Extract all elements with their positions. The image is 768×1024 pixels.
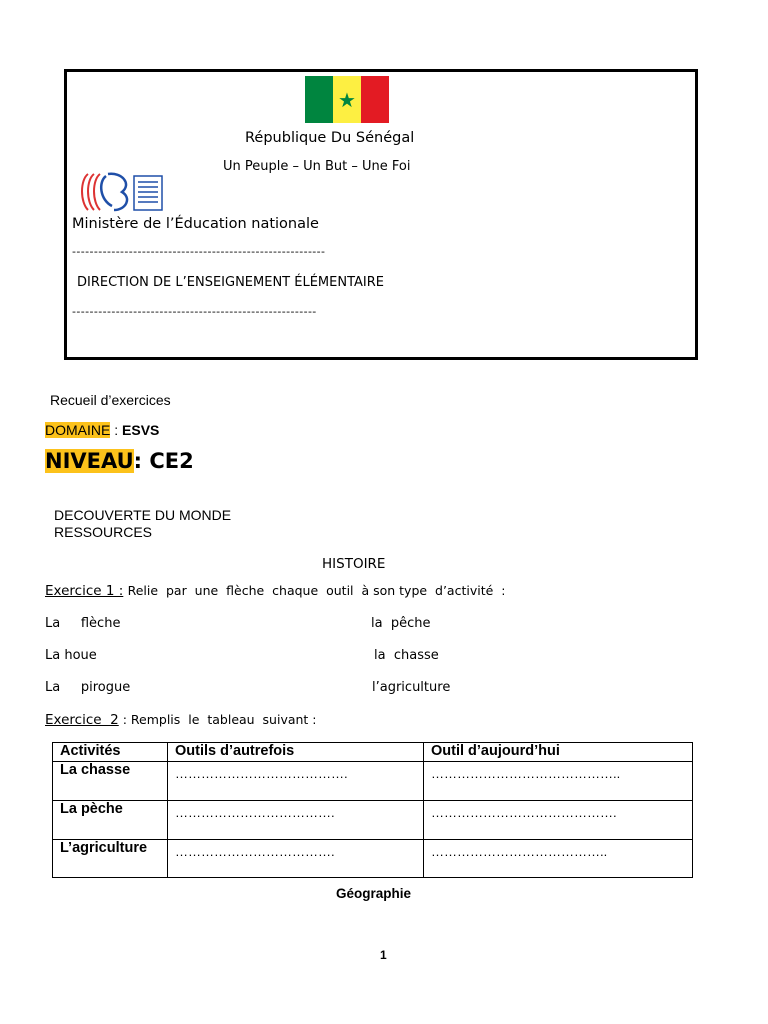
table-cell-activity: La chasse xyxy=(53,762,168,801)
table-row xyxy=(53,801,693,840)
table-cell-aujourdhui[interactable]: …………………………………….. xyxy=(424,762,693,801)
exercise-1-label: Exercice 1 : xyxy=(45,583,124,599)
table-cell-activity: L’agriculture xyxy=(53,840,168,878)
national-motto: Un Peuple – Un But – Une Foi xyxy=(223,159,411,174)
tool-item-1: La flèche xyxy=(45,616,121,631)
domaine-label: DOMAINE xyxy=(45,422,111,438)
ministry-name: Ministère de l’Éducation nationale xyxy=(72,216,319,232)
histoire-title: HISTOIRE xyxy=(322,556,386,572)
table-row xyxy=(53,840,693,878)
page-number: 1 xyxy=(380,948,387,962)
republic-title: République Du Sénégal xyxy=(245,130,415,146)
flag-star-icon: ★ xyxy=(338,87,356,112)
tool-item-3: La pirogue xyxy=(45,680,131,695)
recueil-title: Recueil d’exercices xyxy=(50,392,171,408)
direction-name: DIRECTION DE L’ENSEIGNEMENT ÉLÉMENTAIRE xyxy=(77,275,384,290)
table-header-row xyxy=(53,743,693,762)
table-header-autrefois: Outils d’autrefois xyxy=(168,743,424,762)
senegal-flag xyxy=(305,76,389,123)
discovery-line-1: DECOUVERTE DU MONDE xyxy=(54,507,232,523)
activities-table xyxy=(52,742,693,878)
table-header-aujourdhui: Outil d’aujourd’hui xyxy=(424,743,693,762)
niveau-value: : CE2 xyxy=(133,449,194,473)
exercise-2-text: : Remplis le tableau suivant : xyxy=(118,712,317,727)
exercise-2-label: Exercice 2 xyxy=(45,712,119,728)
table-cell-aujourdhui[interactable]: ………………………………….. xyxy=(424,840,693,878)
domaine-value: ESVS xyxy=(122,422,160,438)
table-row xyxy=(53,762,693,801)
domaine-separator: : xyxy=(110,422,123,438)
ministry-logo-icon xyxy=(78,170,164,214)
table-cell-activity: La pèche xyxy=(53,801,168,840)
activity-item-3: l’agriculture xyxy=(372,680,451,695)
header-separator-2: -------------------------------------------------------- xyxy=(72,305,317,318)
domaine-line xyxy=(45,422,159,438)
activity-item-2: la chasse xyxy=(374,648,439,663)
table-header-activites: Activités xyxy=(53,743,168,762)
geographie-title: Géographie xyxy=(336,886,412,901)
activity-item-1: la pêche xyxy=(371,616,431,631)
exercise-2-instruction xyxy=(45,712,317,728)
table-cell-autrefois[interactable]: ………………………………. xyxy=(168,840,424,878)
exercise-1-instruction xyxy=(45,583,505,599)
niveau-label: NIVEAU xyxy=(45,449,134,473)
header-separator-1: ---------------------------------------------------------- xyxy=(72,245,326,258)
table-cell-aujourdhui[interactable]: ……………………………………. xyxy=(424,801,693,840)
discovery-line-2: RESSOURCES xyxy=(54,524,153,540)
niveau-line xyxy=(45,449,194,473)
table-cell-autrefois[interactable]: ………………………………. xyxy=(168,801,424,840)
table-cell-autrefois[interactable]: …………………………………. xyxy=(168,762,424,801)
tool-item-2: La houe xyxy=(45,648,97,663)
exercise-1-text: Relie par une flèche chaque outil à son type d’activité : xyxy=(127,583,506,598)
